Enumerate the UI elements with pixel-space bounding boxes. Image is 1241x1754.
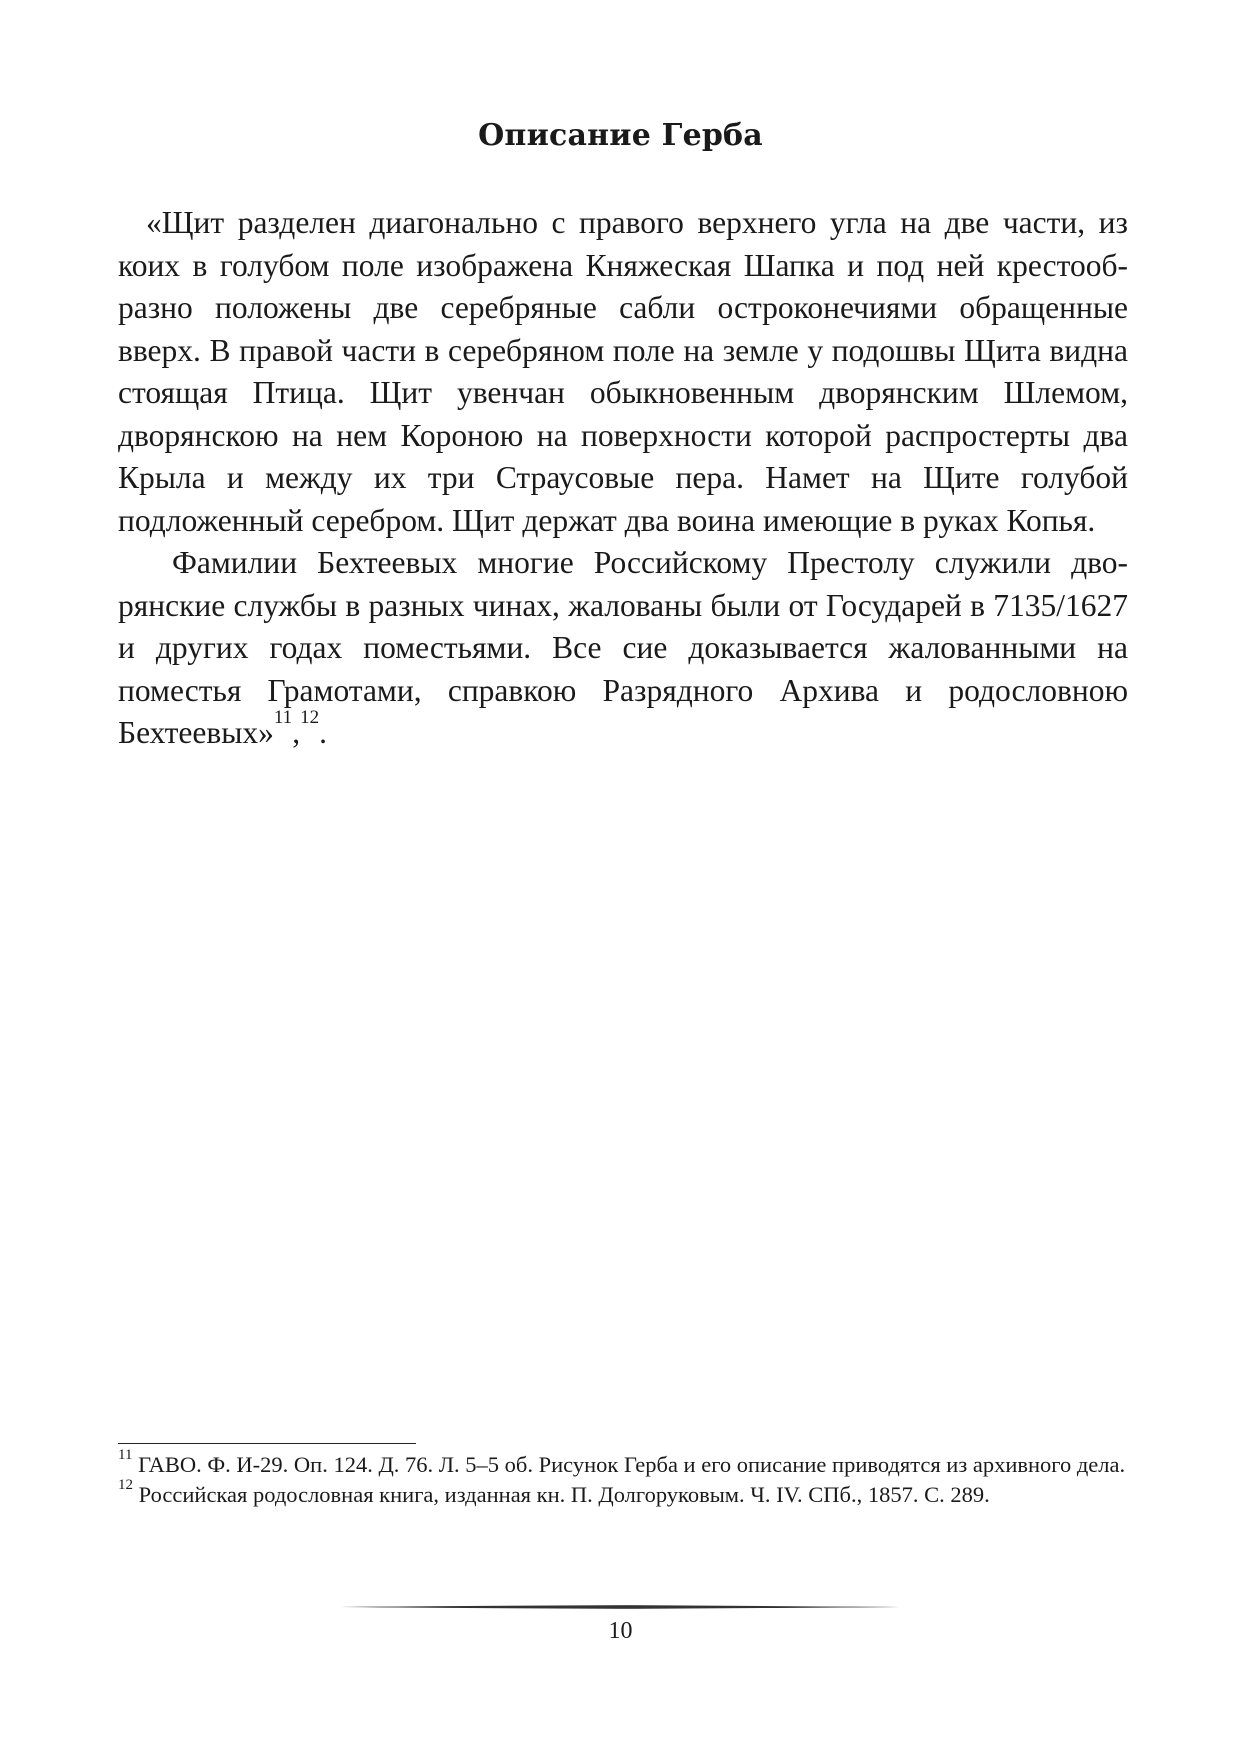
footnote-text: Российская родословная книга, изданная кн. П. Долгоруковым. Ч. IV. СПб., 1857. С. 289. xyxy=(138,1481,990,1507)
footnote-ref[interactable]: 11 xyxy=(273,707,293,728)
page-number: 10 xyxy=(608,1618,633,1644)
page-ornament xyxy=(340,1602,900,1612)
page-title: Описание Герба xyxy=(478,118,763,153)
footnote-divider xyxy=(118,1443,416,1444)
footnote xyxy=(118,1447,1128,1480)
paragraph-text: Фамилии Бехтеевых многие Российскому Престолу служили дворянские службы в разных чинах, жалованы были от Государей в 7135/1627 и других годах поместьями. Все сие доказывается жалованными на поместья Грамотами, справкою Разрядного Архива и родословною Бехтеевых» xyxy=(118,545,1128,750)
footnote xyxy=(118,1476,1128,1510)
footnote-ref[interactable]: 12 xyxy=(300,707,320,728)
footnote-number: 12 xyxy=(118,1476,133,1493)
footnote-text: ГАВО. Ф. И-29. Оп. 124. Д. 76. Л. 5–5 об. Рисунок Герба и его описание приводятся из архивного дела. xyxy=(138,1452,1126,1477)
footnotes xyxy=(118,1447,1128,1509)
paragraph-text: «Щит разделен диагонально с правого верхнего угла на две части, из коих в голубом поле изображена Княжеская Шапка и под ней крестообразно положены две серебряные сабли остроконечиями обращенные вверх. В правой части в серебряном поле на земле у подошвы Щита видна стоящая Птица. Щит увенчан обыкновенным дворянским Шлемом, дворянскою на нем Короною на поверхности которой распростерты два Крыла и между их три Страусовые пера. Намет на Щите голубой подложенный серебром. Щит держат два воина имеющие в руках Копья. xyxy=(118,205,1128,538)
body-text xyxy=(118,202,1128,755)
footnote-number: 11 xyxy=(118,1447,133,1463)
paragraph: Фамилии Бехтеевых многие Российскому Престолу служили дворянские службы в разных чинах, жалованы были от Государей в 7135/1627 и других годах поместьями. Все сие доказывается жалованными на поместья Грамотами, справкою Разрядного Архива и родословною Бехтеевых»$^{11}$,$^{12}$. xyxy=(118,545,1128,750)
paragraph xyxy=(118,202,1128,542)
